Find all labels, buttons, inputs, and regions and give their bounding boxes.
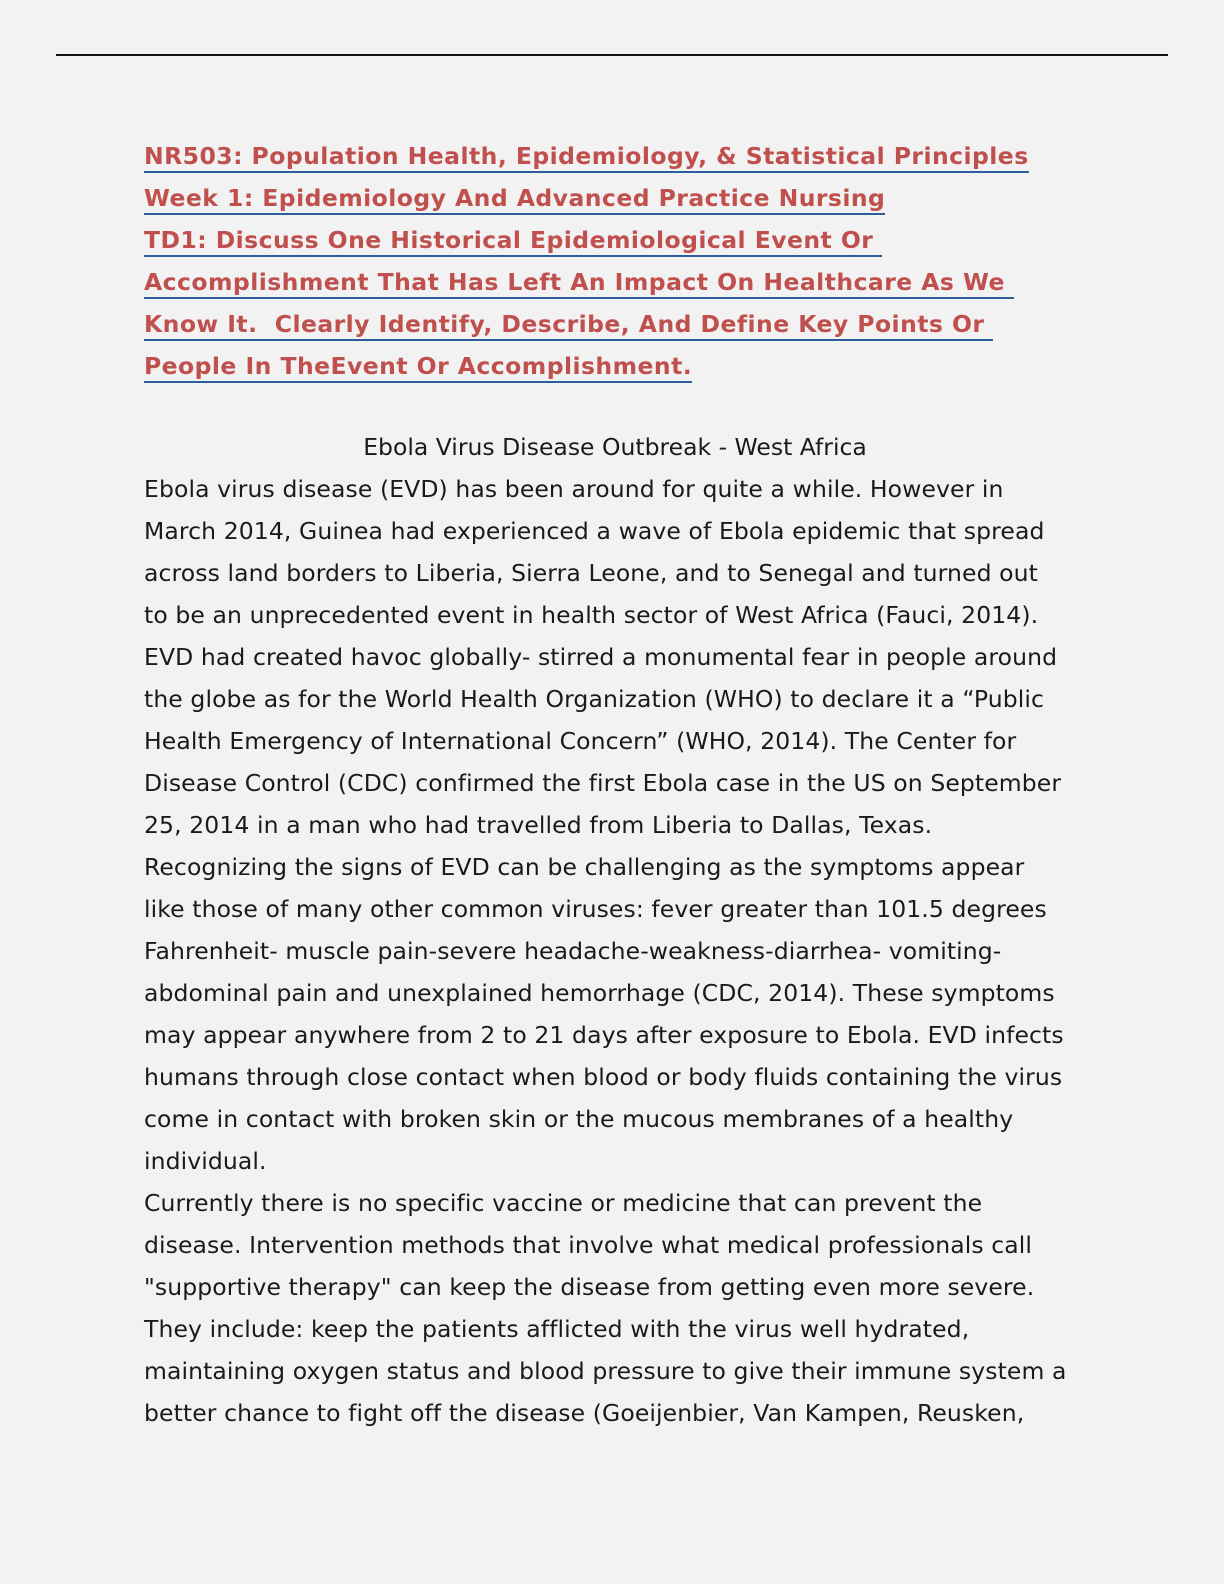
heading-link[interactable]: TD1: Discuss One Historical Epidemiological Event Or [144,226,882,257]
heading-line-week [144,178,1084,220]
heading-link[interactable]: Know It. Clearly Identify, Describe, And Define Key Points Or [144,310,993,341]
heading-link[interactable]: Week 1: Epidemiology And Advanced Practice Nursing [144,184,885,215]
heading-line-prompt [144,346,1084,388]
body-line: "supportive therapy" can keep the disease from getting even more severe. [144,1273,1035,1301]
heading-link[interactable]: People In TheEvent Or Accomplishment. [144,352,692,383]
body-line: maintaining oxygen status and blood pressure to give their immune system a [144,1357,1067,1385]
body-line: EVD had created havoc globally- stirred a monumental fear in people around [144,643,1058,671]
body-line: 25, 2014 in a man who had travelled from Liberia to Dallas, Texas. [144,811,933,839]
body-line: the globe as for the World Health Organization (WHO) to declare it a “Public [144,685,1045,713]
body-line: Currently there is no specific vaccine or medicine that can prevent the [144,1189,983,1217]
body-line: They include: keep the patients afflicted with the virus well hydrated, [144,1315,970,1343]
body-line: Recognizing the signs of EVD can be challenging as the symptoms appear [144,853,1025,881]
body-line: abdominal pain and unexplained hemorrhage (CDC, 2014). These symptoms [144,979,1055,1007]
body-line: may appear anywhere from 2 to 21 days after exposure to Ebola. EVD infects [144,1021,1064,1049]
heading-link[interactable]: Accomplishment That Has Left An Impact On Healthcare As We [144,268,1014,299]
heading-line-prompt [144,304,1084,346]
body-line: humans through close contact when blood or body fluids containing the virus [144,1063,1063,1091]
body-line: like those of many other common viruses: fever greater than 101.5 degrees [144,895,1047,923]
assignment-heading [144,136,1084,388]
body-line: Health Emergency of International Concern” (WHO, 2014). The Center for [144,727,1017,755]
body-line: across land borders to Liberia, Sierra Leone, and to Senegal and turned out [144,559,1038,587]
body-text [144,468,1084,1434]
body-line: come in contact with broken skin or the mucous membranes of a healthy [144,1105,1014,1133]
heading-line-prompt [144,262,1084,304]
heading-link[interactable]: NR503: Population Health, Epidemiology, & Statistical Principles [144,142,1029,173]
body-line: disease. Intervention methods that involve what medical professionals call [144,1231,1033,1259]
header-rule [56,54,1168,56]
heading-line-prompt [144,220,1084,262]
body-line: March 2014, Guinea had experienced a wave of Ebola epidemic that spread [144,517,1045,545]
body-line: Fahrenheit- muscle pain-severe headache-weakness-diarrhea- vomiting- [144,937,1002,965]
document-title: Ebola Virus Disease Outbreak - West Africa [363,433,867,461]
body-line: better chance to fight off the disease (Goeijenbier, Van Kampen, Reusken, [144,1399,1025,1427]
body-line: to be an unprecedented event in health sector of West Africa (Fauci, 2014). [144,601,1039,629]
body-line: individual. [144,1147,267,1175]
heading-line-course [144,136,1084,178]
body-line: Ebola virus disease (EVD) has been around for quite a while. However in [144,475,1004,503]
body-line: Disease Control (CDC) confirmed the first Ebola case in the US on September [144,769,1062,797]
